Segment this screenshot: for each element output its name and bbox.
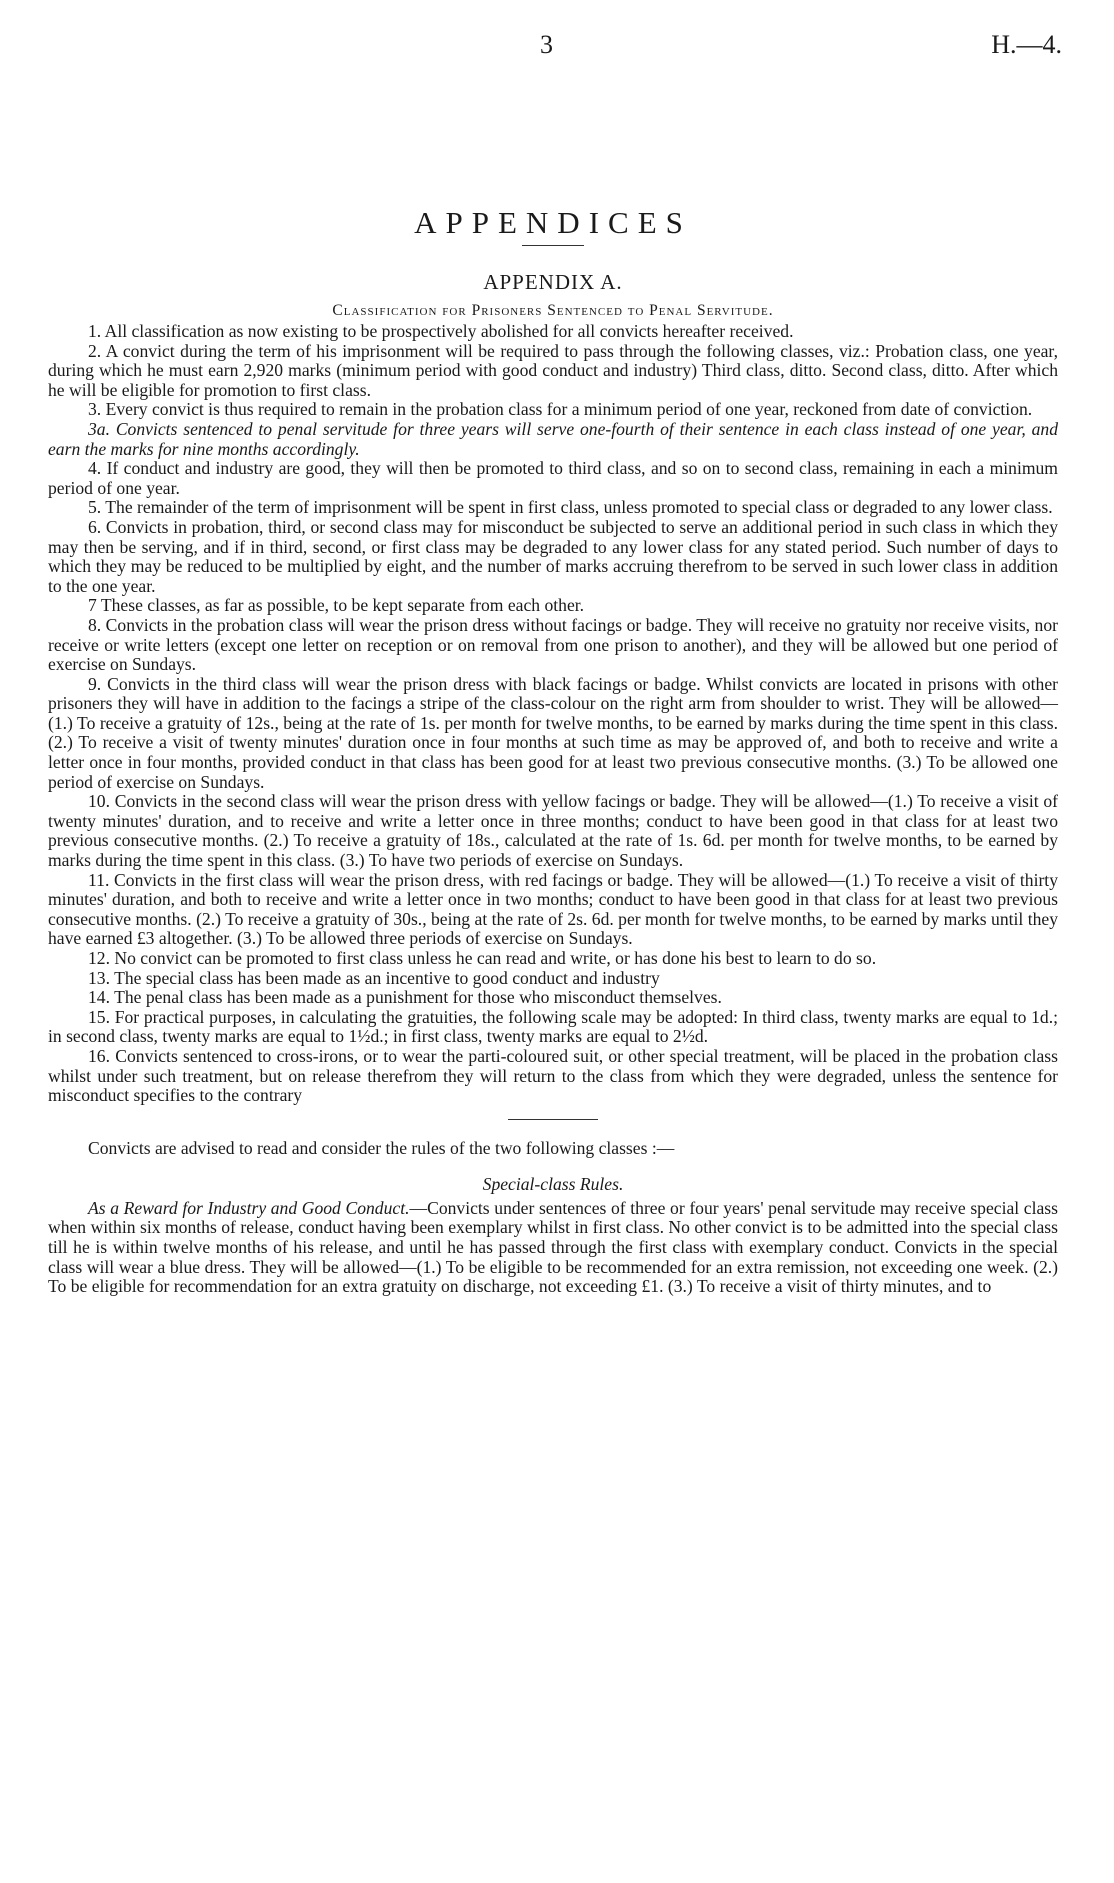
rule-paragraph: 12. No convict can be promoted to first class unless he can read and write, or has done his best to learn to do so. bbox=[88, 948, 877, 968]
advice-text: Convicts are advised to read and consider the rules of the two following classes :— bbox=[88, 1137, 675, 1158]
rules-list bbox=[48, 322, 1058, 1106]
document-page bbox=[48, 0, 1062, 1297]
classification-heading: Classification for Prisoners Sentenced to Penal Servitude. bbox=[332, 302, 774, 319]
rule-paragraph: 11. Convicts in the first class will wear the prison dress, with red facings or badge. They will be allowed—(1.) To receive a visit of thirty minutes' duration, and both to receive and write a letter once in two months; conduct to have been good in that class for at least two previous consecutive months. (2.) To receive a gratuity of 30s., being at the rate of 2s. 6d. per month for twelve months, to be earned by marks until they have earned £3 altogether. (3.) To be allowed three periods of exercise on Sundays. bbox=[48, 869, 1058, 949]
rule-paragraph: 3a. Convicts sentenced to penal servitude for three years will serve one-fourth of their sentence in each class instead of one year, and earn the marks for nine months accordingly. bbox=[48, 418, 1058, 459]
page-header bbox=[48, 0, 1062, 60]
appendix-title: APPENDIX A. bbox=[483, 270, 623, 294]
rule-paragraph: 13. The special class has been made as an incentive to good conduct and industry bbox=[88, 967, 660, 988]
rule-paragraph: 3. Every convict is thus required to remain in the probation class for a minimum period of one year, reckoned from date of conviction. bbox=[88, 399, 1033, 420]
main-title: APPENDICES bbox=[414, 205, 692, 240]
special-class-text: —Convicts under sentences of three or four years' penal servitude may receive special class when within six months of release, conduct having been exemplary whilst in first class. No other convict is to be admitted into the special class till he is within twelve months of his release, and until he has passed through the first class with exemplary conduct. Convicts in the special class will wear a blue dress. They will be allowed—(1.) To be eligible to be recommended for an extra remission, not exceeding one week. (2.) To be eligible for recommendation for an extra gratuity on discharge, not exceeding £1. (3.) To receive a visit of thirty minutes, and to bbox=[48, 1197, 1058, 1297]
title-underline bbox=[522, 245, 584, 246]
rule-paragraph: 5. The remainder of the term of imprisonment will be spent in first class, unless promoted to special class or degraded to any lower class. bbox=[88, 497, 1053, 518]
rule-paragraph: 7 These classes, as far as possible, to be kept separate from each other. bbox=[88, 595, 585, 616]
rule-paragraph: 10. Convicts in the second class will wear the prison dress with yellow facings or badge. They will be allowed—(1.) To receive a visit of twenty minutes' duration, and to receive and write a letter once in three months; conduct to have been good in that class for at least two previous consecutive months. (2.) To receive a gratuity of 18s., calculated at the rate of 1s. 6d. per month for twelve months, to be earned by marks during the time spent in this class. (3.) To have two periods of exercise on Sundays. bbox=[48, 791, 1058, 871]
section-divider bbox=[508, 1119, 598, 1120]
rule-paragraph: 6. Convicts in probation, third, or second class may for misconduct be subjected to serve an additional period in such class in which they may then be serving, and if in third, second, or first class may be degraded to any lower class for any stated period. Such number of days to which they may be reduced to be multiplied by eight, and the number of marks accruing therefrom to be served in such lower class in addition to the one year. bbox=[48, 516, 1058, 596]
special-class-rules bbox=[48, 1199, 1058, 1297]
document-reference: H.—4. bbox=[991, 30, 1062, 59]
special-class-lead: As a Reward for Industry and Good Conduct. bbox=[88, 1197, 410, 1218]
rule-paragraph: 15. For practical purposes, in calculating the gratuities, the following scale may be adopted: In third class, twenty marks are equal to 1d.; in second class, twenty marks are equal to 1½d.; in first class, twenty marks are equal to 2½d. bbox=[48, 1006, 1058, 1047]
special-class-title: Special-class Rules. bbox=[482, 1173, 624, 1194]
rule-paragraph: 14. The penal class has been made as a punishment for those who misconduct themselves. bbox=[88, 987, 722, 1008]
page-number: 3 bbox=[540, 30, 553, 59]
rule-paragraph: 9. Convicts in the third class will wear the prison dress with black facings or badge. Whilst convicts are located in prisons with other prisoners they will have in addition to the facings a stripe of the class-colour on the right arm from shoulder to wrist. They will be allowed—(1.) To receive a gratuity of 12s., being at the rate of 1s. per month for twelve months, to be earned by marks during the time spent in this class. (2.) To receive a visit of twenty minutes' duration once in four months at such time as may be approved of, and both to receive and write a letter once in four months, provided conduct in that class has been good for at least two previous consecutive months. (3.) To be allowed one period of exercise on Sundays. bbox=[48, 673, 1058, 792]
rule-paragraph: 2. A convict during the term of his imprisonment will be required to pass through the following classes, viz.: Probation class, one year, during which he must earn 2,920 marks (minimum period with good conduct and industry) Third class, ditto. Second class, ditto. After which he will be eligible for promotion to first class. bbox=[48, 340, 1058, 400]
rule-paragraph: 1. All classification as now existing to be prospectively abolished for all convicts hereafter received. bbox=[88, 321, 794, 341]
rule-paragraph: 8. Convicts in the probation class will wear the prison dress without facings or badge. They will receive no gratuity nor receive visits, nor receive or write letters (except one letter on reception or on removal from one prison to another), and they will be allowed but one period of exercise on Sundays. bbox=[48, 614, 1058, 675]
rule-paragraph: 16. Convicts sentenced to cross-irons, or to wear the parti-coloured suit, or other special treatment, will be placed in the probation class whilst under such treatment, but on release therefrom they will return to the class from which they were degraded, unless the sentence for misconduct specifies to the contrary bbox=[48, 1045, 1058, 1106]
rule-paragraph: 4. If conduct and industry are good, they will then be promoted to third class, and so on to second class, remaining in each a minimum period of one year. bbox=[48, 458, 1058, 498]
